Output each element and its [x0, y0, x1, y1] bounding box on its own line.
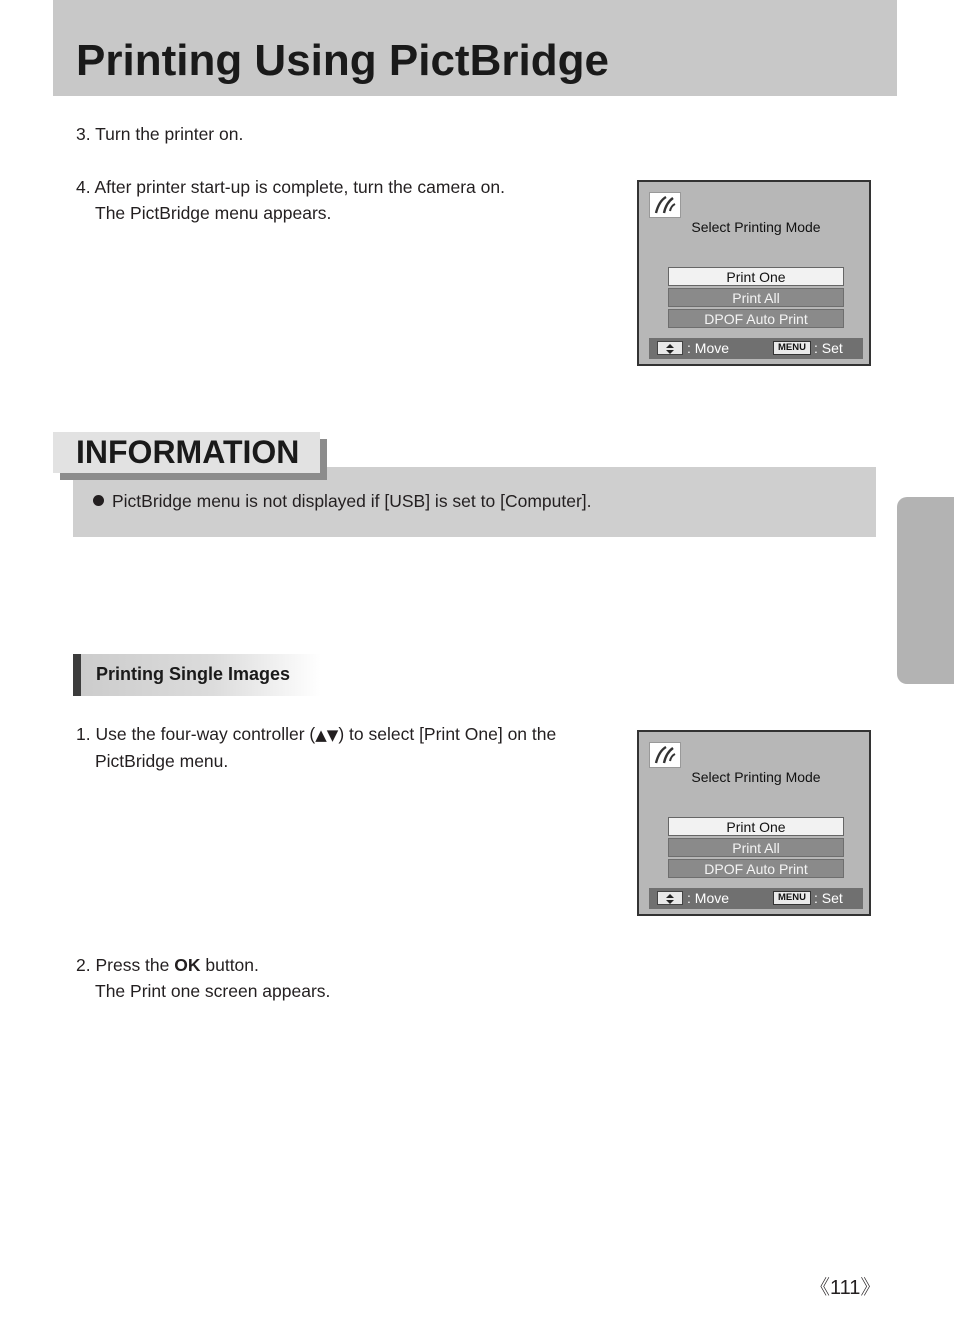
- information-note: [93, 488, 592, 514]
- menu-option-print-one[interactable]: Print One: [668, 267, 844, 286]
- menu-option-print-all[interactable]: Print All: [668, 838, 844, 857]
- section-title: Printing Single Images: [96, 664, 291, 684]
- step-1-text-b: ) to select [Print One] on the: [338, 724, 557, 744]
- step-2: [76, 952, 330, 1004]
- section-heading-bar: [73, 654, 81, 696]
- information-note-text: PictBridge menu is not displayed if [USB] is set to [Computer].: [112, 491, 592, 511]
- up-down-arrows-glyph: ▲▼: [315, 726, 339, 744]
- step-4-line1: 4. After printer start-up is complete, turn the camera on.: [76, 177, 505, 197]
- side-tab: [897, 497, 954, 684]
- information-heading: INFORMATION: [76, 434, 300, 470]
- screen-help-bar: [649, 338, 863, 359]
- move-label: : Move: [687, 340, 730, 356]
- up-down-arrows-icon: [657, 891, 683, 905]
- menu-key-icon: MENU: [773, 891, 811, 905]
- pictbridge-logo-icon: [649, 742, 681, 768]
- screen-title: Select Printing Mode: [691, 219, 821, 235]
- camera-screen-pictbridge-menu: [637, 180, 871, 366]
- set-label: : Set: [814, 340, 843, 356]
- step-3: 3. Turn the printer on.: [76, 124, 244, 144]
- menu-option-print-all[interactable]: Print All: [668, 288, 844, 307]
- step-1-text-a: 1. Use the four-way controller (: [76, 724, 316, 744]
- ok-button-label: OK: [174, 955, 201, 975]
- page-title: Printing Using PictBridge: [76, 36, 609, 85]
- up-down-arrows-icon: [657, 341, 683, 355]
- bullet-icon: [93, 495, 104, 506]
- menu-option-dpof-auto-print[interactable]: DPOF Auto Print: [668, 309, 844, 328]
- move-label: : Move: [687, 890, 730, 906]
- step-4: [76, 174, 505, 226]
- step-4-line2: The PictBridge menu appears.: [95, 203, 332, 223]
- menu-option-print-one[interactable]: Print One: [668, 817, 844, 836]
- step-1: [76, 721, 556, 774]
- step-2-text-a: 2. Press the: [76, 955, 175, 975]
- step-2-line2: The Print one screen appears.: [95, 981, 331, 1001]
- step-1-line2: PictBridge menu.: [95, 751, 229, 771]
- page-number: 《111》: [810, 1277, 881, 1299]
- menu-option-dpof-auto-print[interactable]: DPOF Auto Print: [668, 859, 844, 878]
- screen-title: Select Printing Mode: [691, 769, 821, 785]
- set-label: : Set: [814, 890, 843, 906]
- pictbridge-logo-icon: [649, 192, 681, 218]
- camera-screen-print-one-selected: [637, 730, 871, 916]
- screen-help-bar: [649, 888, 863, 909]
- step-2-text-b: button.: [200, 955, 259, 975]
- menu-key-icon: MENU: [773, 341, 811, 355]
